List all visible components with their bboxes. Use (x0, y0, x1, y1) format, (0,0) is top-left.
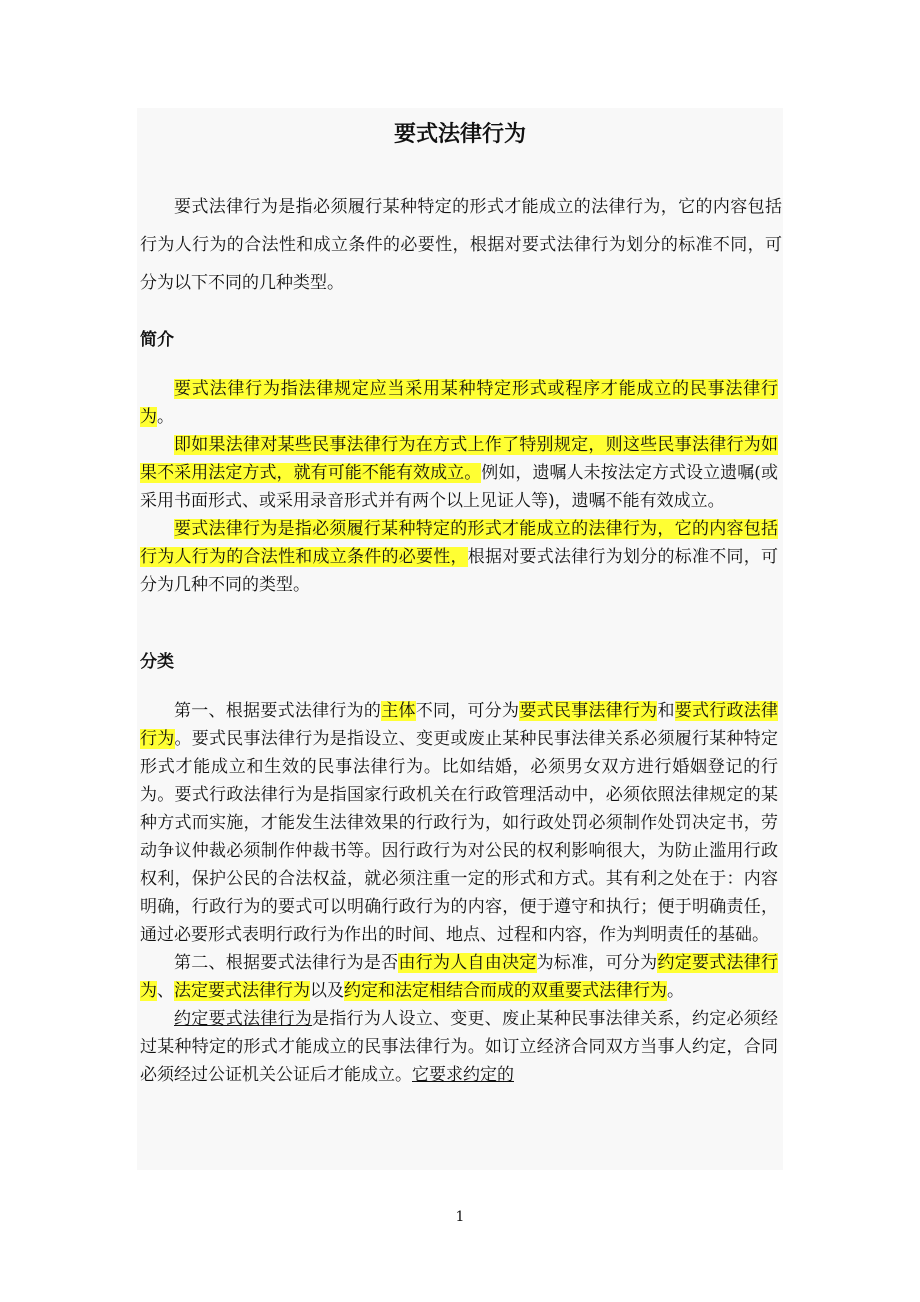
document-title: 要式法律行为 (393, 122, 526, 147)
body-paragraph (140, 515, 778, 599)
body-paragraph (140, 431, 778, 515)
intro-paragraph: 要式法律行为是指必须履行某种特定的形式才能成立的法律行为，它的内容包括行为人行为的合法性和成立条件的必要性，根据对要式法律行为划分的标准不同，可分为以下不同的几种类型。 (140, 197, 782, 293)
highlighted-text: 法定要式法律行为 (174, 981, 310, 1001)
section-heading-classification: 分类 (140, 652, 174, 672)
plain-text: 是指行为人设立、变更、废止某种民事法律关系，约定必须经过某种特定的形式才能成立的民事法律行为。如订立经济合同双方当事人约定，合同必须经过公证机关公证后才能成立。 (140, 1009, 779, 1085)
underlined-text: 约定要式法律行为 (174, 1009, 313, 1029)
plain-text: 例如，遗嘱人未按法定方式设立遗嘱(或采用书面形式、或采用录音形式并有两个以上见证人等)，遗嘱不能有效成立。 (140, 463, 778, 511)
intro-paragraph-block (140, 188, 782, 302)
plain-text: 第二、根据要式法律行为是否 (174, 953, 399, 973)
plain-text: 第一、根据要式法律行为的 (174, 701, 382, 721)
highlighted-text: 即如果法律对某些民事法律行为在方式上作了特别规定，则这些民事法律行为如果不采用法定方式，就有可能不能有效成立。 (140, 435, 778, 483)
section-body-intro (140, 375, 778, 599)
plain-text: 根据对要式法律行为划分的标准不同，可分为几种不同的类型。 (140, 547, 778, 595)
plain-text: 、 (157, 981, 174, 1001)
section-heading-intro: 简介 (140, 330, 174, 350)
highlighted-text: 主体 (381, 701, 416, 721)
plain-text: 。 (157, 407, 174, 427)
highlighted-text: 要式法律行为指法律规定应当采用某种特定形式或程序才能成立的民事法律行为 (140, 379, 778, 427)
plain-text: 。 (667, 981, 684, 1001)
body-paragraph (140, 697, 778, 949)
highlighted-text: 由行为人自由决定 (398, 953, 537, 973)
section-body-classification (140, 697, 778, 1089)
plain-text: 。要式民事法律行为是指设立、变更或废止某种民事法律关系必须履行某种特定形式才能成立和生效的民事法律行为。比如结婚，必须男女双方进行婚姻登记的行为。要式行政法律行为是指国家行政机关在行政管理活动中，必须依照法律规定的某种方式而实施，才能发生法律效果的行政行为，如行政处罚必须制作处罚决定书，劳动争议仲裁必须制作仲裁书等。因行政行为对公民的权利影响很大，为防止滥用行政权利，保护公民的合法权益，就必须注重一定的形式和方式。其有利之处在于：内容明确，行政行为的要式可以明确行政行为的内容，便于遵守和执行；便于明确责任，通过必要形式表明行政行为作出的时间、地点、过程和内容，作为判明责任的基础。 (140, 729, 778, 945)
highlighted-text: 约定要式法律行为 (140, 953, 779, 1001)
highlighted-text: 要式行政法律行为 (140, 701, 779, 749)
highlighted-text: 要式民事法律行为 (519, 701, 658, 721)
body-paragraph (140, 375, 778, 431)
body-paragraph (140, 1005, 778, 1089)
plain-text: 以及 (310, 981, 344, 1001)
plain-text: 不同，可分为 (415, 701, 520, 721)
plain-text: 为标准，可分为 (536, 953, 658, 973)
plain-text: 和 (657, 701, 675, 721)
body-paragraph (140, 949, 778, 1005)
highlighted-text: 约定和法定相结合而成的双重要式法律行为 (344, 981, 667, 1001)
highlighted-text: 要式法律行为是指必须履行某种特定的形式才能成立的法律行为，它的内容包括行为人行为的合法性和成立条件的必要性， (140, 519, 778, 567)
page-number: 1 (455, 1209, 465, 1225)
underlined-text: 它要求约定的 (412, 1065, 514, 1085)
